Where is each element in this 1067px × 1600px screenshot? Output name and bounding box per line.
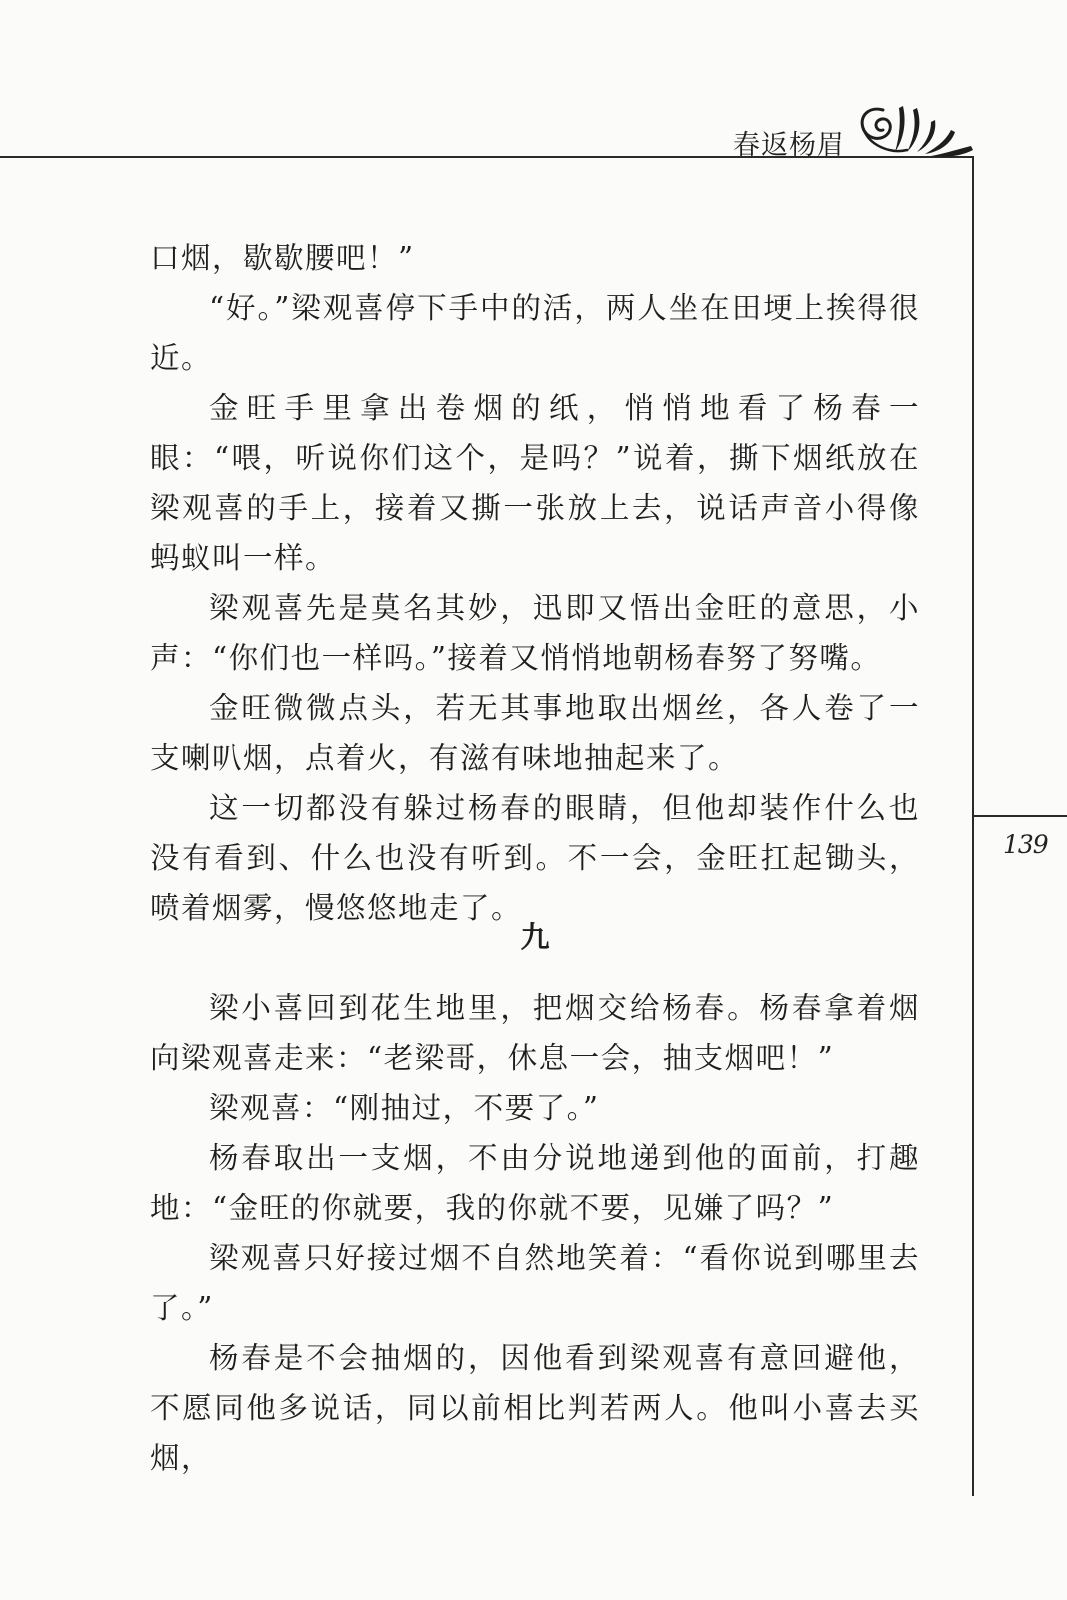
paragraph: 金旺手里拿出卷烟的纸，悄悄地看了杨春一眼：“喂，听说你们这个，是吗？”说着，撕下烟纸放在梁观喜的手上，接着又撕一张放上去，说话声音小得像蚂蚁叫一样。	[150, 391, 920, 575]
section-heading: 九	[520, 920, 550, 954]
page-number-rule	[973, 815, 1067, 817]
paragraph: 杨春取出一支烟，不由分说地递到他的面前，打趣地：“金旺的你就要，我的你就不要，见嫌了吗？”	[150, 1141, 920, 1225]
paragraph: 杨春是不会抽烟的，因他看到梁观喜有意回避他，不愿同他多说话，同以前相比判若两人。他叫小喜去买烟，	[150, 1341, 920, 1475]
right-margin-rule	[972, 156, 974, 1496]
header-ornament-icon	[855, 100, 975, 162]
paragraph: 梁观喜：“刚抽过，不要了。”	[209, 1091, 600, 1125]
paragraph: “好。”梁观喜停下手中的活，两人坐在田埂上挨得很近。	[150, 291, 920, 375]
paragraph: 这一切都没有躲过杨春的眼睛，但他却装作什么也没有看到、什么也没有听到。不一会，金旺扛起锄头，喷着烟雾，慢悠悠地走了。	[150, 791, 920, 925]
paragraph: 口烟，歇歇腰吧！”	[150, 241, 415, 275]
running-header-title: 春返杨眉	[733, 130, 845, 161]
body-text-top	[150, 233, 920, 933]
paragraph: 金旺微微点头，若无其事地取出烟丝，各人卷了一支喇叭烟，点着火，有滋有味地抽起来了。	[150, 691, 920, 775]
paragraph: 梁小喜回到花生地里，把烟交给杨春。杨春拿着烟向梁观喜走来：“老梁哥，休息一会，抽支烟吧！”	[150, 991, 920, 1075]
paragraph: 梁观喜只好接过烟不自然地笑着：“看你说到哪里去了。”	[150, 1241, 920, 1325]
paragraph: 梁观喜先是莫名其妙，迅即又悟出金旺的意思，小声：“你们也一样吗。”接着又悄悄地朝杨春努了努嘴。	[150, 591, 920, 675]
body-text-bottom	[150, 983, 920, 1483]
page-number: 139	[1003, 830, 1048, 859]
